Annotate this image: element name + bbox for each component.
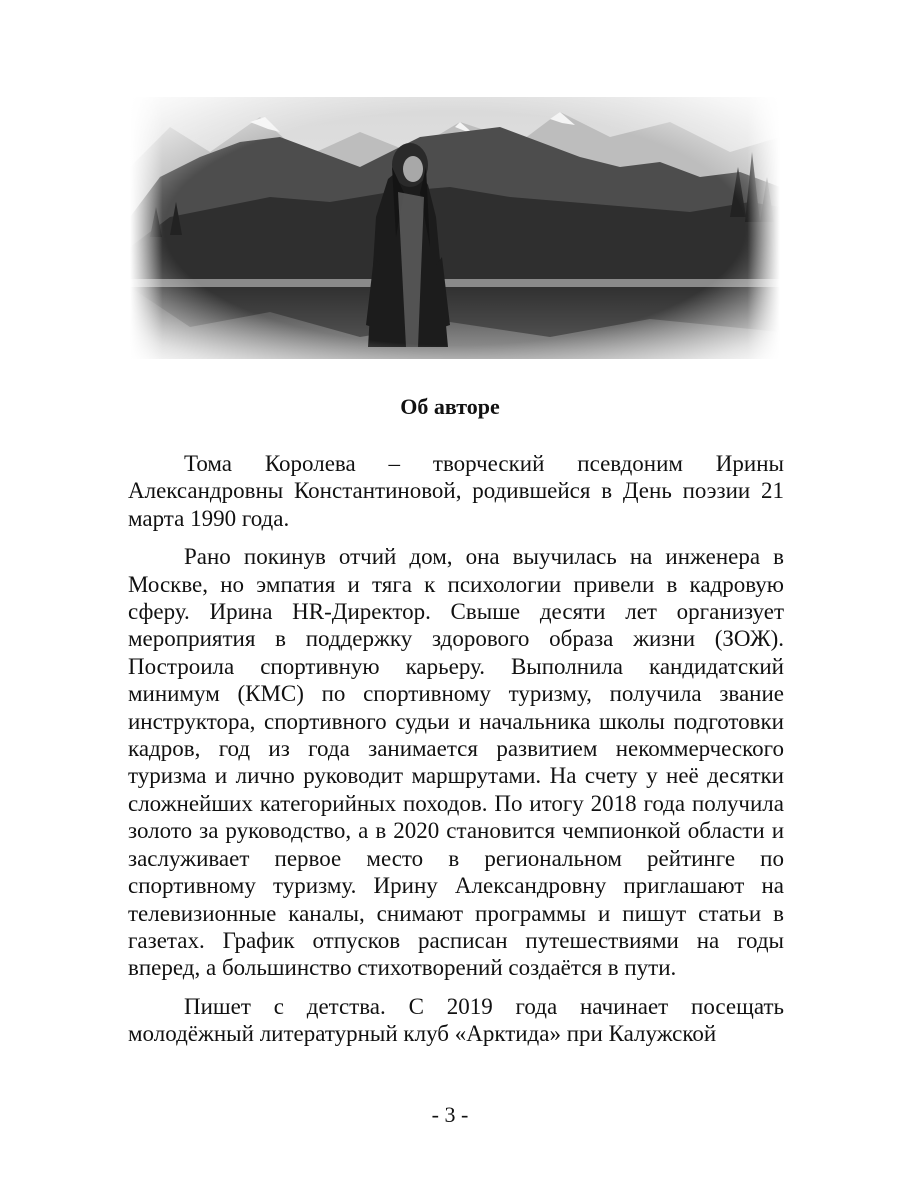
paragraph-writing: Пишет с детства. С 2019 года начинает посещать молодёжный литературный клуб «Арктида» при Калужской <box>128 993 784 1047</box>
page-number: - 3 - <box>431 1102 469 1127</box>
body-text <box>128 450 784 1059</box>
author-photo <box>130 97 780 359</box>
paragraph-pseudonym: Тома Королева – творческий псевдоним Ирины Александровны Константиновой, родившейся в День поэзии 21 марта 1990 года. <box>128 451 784 531</box>
section-heading: Об авторе <box>400 394 500 419</box>
paragraph-career: Рано покинув отчий дом, она выучилась на инженера в Москве, но эмпатия и тяга к психологии привели в кадровую сферу. Ирина HR-Директор. Свыше десяти лет организует мероприятия в поддержку здорового образа жизни (ЗОЖ). Построила спортивную карьеру. Выполнила кандидатский минимум (КМС) по спортивному туризму, получила звание инструктора, спортивного судьи и начальника школы подготовки кадров, год из года занимается развитием некоммерческого туризма и лично руководит маршрутами. На счету у неё десятки сложнейших категорийных походов. По итогу 2018 года получила золото за руководство, а в 2020 становится чемпионкой области и заслуживает первое место в региональном рейтинге по спортивному туризму. Ирину Александровну приглашают на телевизионные каналы, снимают программы и пишут статьи в газетах. График отпусков расписан путешествиями на годы вперед, а большинство стихотворений создаётся в пути. <box>128 544 784 981</box>
mountain-lake-portrait-illustration <box>130 97 780 359</box>
